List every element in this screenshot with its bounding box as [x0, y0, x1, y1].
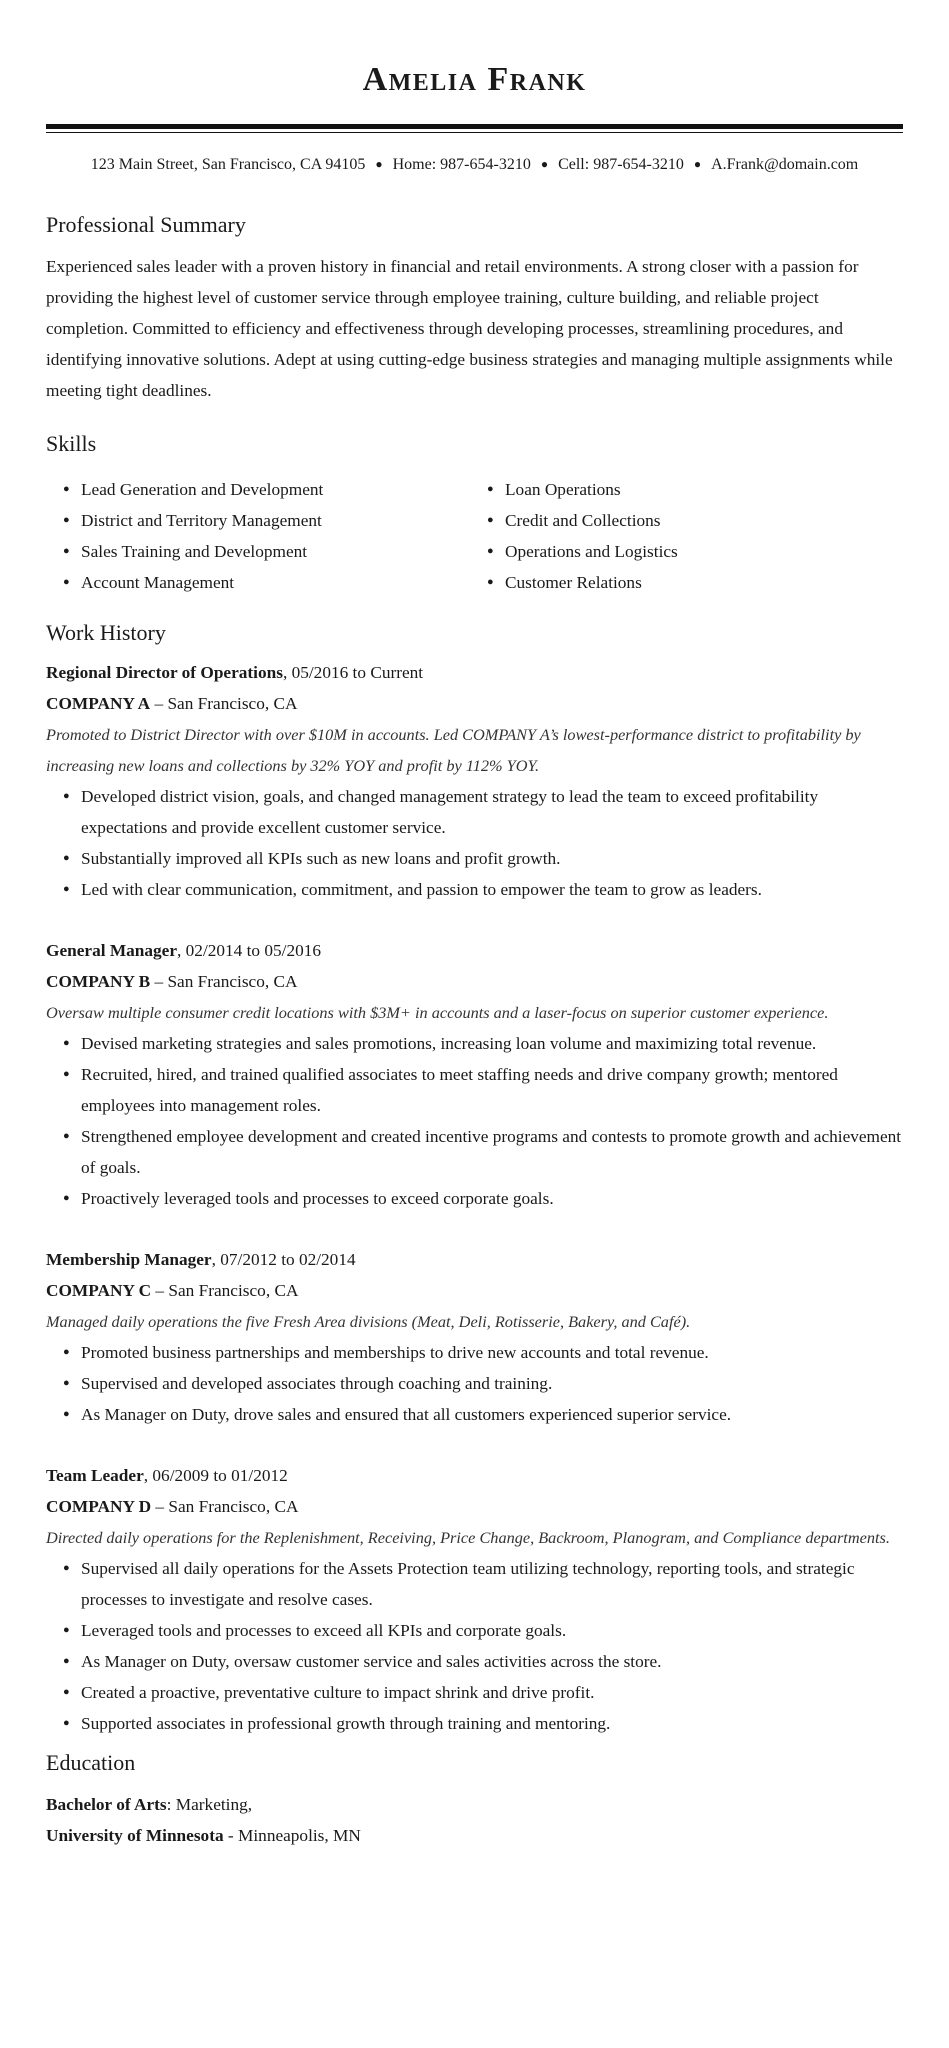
job-bullet: ● Supervised and developed associates through coaching and training.: [46, 1368, 903, 1399]
job-bullet: ● Leveraged tools and processes to exceed all KPIs and corporate goals.: [46, 1615, 903, 1646]
job-location: – San Francisco, CA: [150, 972, 298, 991]
education-school-line: [46, 1820, 903, 1851]
job-description: Oversaw multiple consumer credit locations with $3M+ in accounts and a laser-focus on superior customer experience.: [46, 1003, 829, 1022]
job-location: – San Francisco, CA: [151, 1281, 299, 1300]
education-heading: Education: [46, 1750, 136, 1775]
job-description: Promoted to District Director with over $10M in accounts. Led COMPANY A’s lowest-performance district to profitability by increasing new loans and collections by 32% YOY and profit by 112% YOY.: [46, 725, 861, 775]
job-role: Regional Director of Operations: [46, 663, 283, 682]
job-role: General Manager: [46, 941, 178, 960]
job-bullets: [46, 1553, 903, 1739]
job-title-line: [46, 657, 903, 688]
education-field: : Marketing,: [166, 1795, 253, 1814]
job-role: Membership Manager: [46, 1250, 212, 1269]
job-title-line: [46, 1460, 903, 1491]
skill-item: ● Operations and Logistics: [470, 536, 894, 567]
job-bullet: ● Supported associates in professional growth through training and mentoring.: [46, 1708, 903, 1739]
job-title-line: [46, 935, 903, 966]
job-bullet: ● Developed district vision, goals, and changed management strategy to lead the team to exceed profitability expectations and provide excellent customer service.: [46, 781, 903, 843]
work-history-heading: Work History: [46, 620, 166, 645]
skill-item: ● Lead Generation and Development: [46, 474, 470, 505]
skills-column-left: [46, 474, 470, 598]
bullet-icon: ●: [540, 157, 549, 171]
job-dates: , 07/2012 to 02/2014: [211, 1250, 356, 1269]
job-bullet: ● Proactively leveraged tools and processes to exceed corporate goals.: [46, 1183, 903, 1214]
job-entry: [46, 1460, 903, 1739]
contact-email: A.Frank@domain.com: [711, 156, 859, 173]
job-bullet: ● Supervised all daily operations for the Assets Protection team utilizing technology, reporting tools, and strategic processes to investigate and resolve cases.: [46, 1553, 903, 1615]
skill-item: ● Sales Training and Development: [46, 536, 470, 567]
contact-home-phone: Home: 987-654-3210: [392, 156, 531, 173]
header-rule-thin: [46, 132, 903, 133]
job-company: COMPANY C: [46, 1281, 152, 1300]
job-title-line: [46, 1244, 903, 1275]
job-bullet: ● Recruited, hired, and trained qualified associates to meet staffing needs and drive company growth; mentored employees into management roles.: [46, 1059, 903, 1121]
skill-item: ● Credit and Collections: [470, 505, 894, 536]
contact-address: 123 Main Street, San Francisco, CA 94105: [90, 156, 366, 173]
skills-list: [46, 474, 903, 598]
job-description: Managed daily operations the five Fresh Area divisions (Meat, Deli, Rotisserie, Bakery, and Café).: [46, 1312, 691, 1331]
skills-column-right: [470, 474, 894, 598]
job-bullet: ● Promoted business partnerships and memberships to drive new accounts and total revenue.: [46, 1337, 903, 1368]
skill-item: ● Customer Relations: [470, 567, 894, 598]
summary-text: Experienced sales leader with a proven history in financial and retail environments. A strong closer with a passion for providing the highest level of customer service through employee training, culture building, and reliable project completion. Committed to efficiency and effectiveness through developing processes, streamlining procedures, and identifying innovative solutions. Adept at using cutting-edge business strategies and managing multiple assignments while meeting tight deadlines.: [46, 257, 893, 400]
job-bullet: ● Led with clear communication, commitment, and passion to empower the team to grow as leaders.: [46, 874, 903, 905]
job-dates: , 06/2009 to 01/2012: [143, 1466, 288, 1485]
job-dates: , 02/2014 to 05/2016: [177, 941, 322, 960]
job-bullets: [46, 781, 903, 905]
job-company: COMPANY A: [46, 694, 151, 713]
job-bullets: [46, 1337, 903, 1430]
job-bullet: ● As Manager on Duty, drove sales and ensured that all customers experienced superior service.: [46, 1399, 903, 1430]
education-degree: Bachelor of Arts: [46, 1795, 167, 1814]
education-location: - Minneapolis, MN: [223, 1826, 361, 1845]
job-company: COMPANY B: [46, 972, 151, 991]
contact-line: [46, 154, 903, 175]
job-location: – San Francisco, CA: [150, 694, 298, 713]
job-entry: [46, 935, 903, 1214]
job-company-line: [46, 688, 903, 719]
bullet-icon: ●: [693, 157, 702, 171]
job-description: Directed daily operations for the Replenishment, Receiving, Price Change, Backroom, Planogram, and Compliance departments.: [46, 1528, 890, 1547]
skill-item: ● District and Territory Management: [46, 505, 470, 536]
header-rule-thick: [46, 124, 903, 129]
job-company-line: [46, 1491, 903, 1522]
education-school: University of Minnesota: [46, 1826, 224, 1845]
job-entry: [46, 1244, 903, 1430]
job-bullet: ● Devised marketing strategies and sales promotions, increasing loan volume and maximizing total revenue.: [46, 1028, 903, 1059]
job-company-line: [46, 966, 903, 997]
job-bullet: ● As Manager on Duty, oversaw customer service and sales activities across the store.: [46, 1646, 903, 1677]
bullet-icon: ●: [375, 157, 383, 171]
job-dates: , 05/2016 to Current: [282, 663, 424, 682]
contact-cell-phone: Cell: 987-654-3210: [558, 156, 684, 173]
skills-heading: Skills: [46, 431, 97, 456]
job-entry: [46, 657, 903, 905]
education-degree-line: [46, 1789, 903, 1820]
job-location: – San Francisco, CA: [151, 1497, 299, 1516]
skill-item: ● Loan Operations: [470, 474, 894, 505]
job-company: COMPANY D: [46, 1497, 152, 1516]
job-bullet: ● Strengthened employee development and created incentive programs and contests to promote growth and achievement of goals.: [46, 1121, 903, 1183]
job-bullets: [46, 1028, 903, 1214]
skill-item: ● Account Management: [46, 567, 470, 598]
job-bullet: ● Created a proactive, preventative culture to impact shrink and drive profit.: [46, 1677, 903, 1708]
job-role: Team Leader: [46, 1466, 144, 1485]
summary-heading: Professional Summary: [46, 212, 246, 237]
candidate-name: Amelia Frank: [362, 61, 587, 98]
job-bullet: ● Substantially improved all KPIs such as new loans and profit growth.: [46, 843, 903, 874]
job-company-line: [46, 1275, 903, 1306]
